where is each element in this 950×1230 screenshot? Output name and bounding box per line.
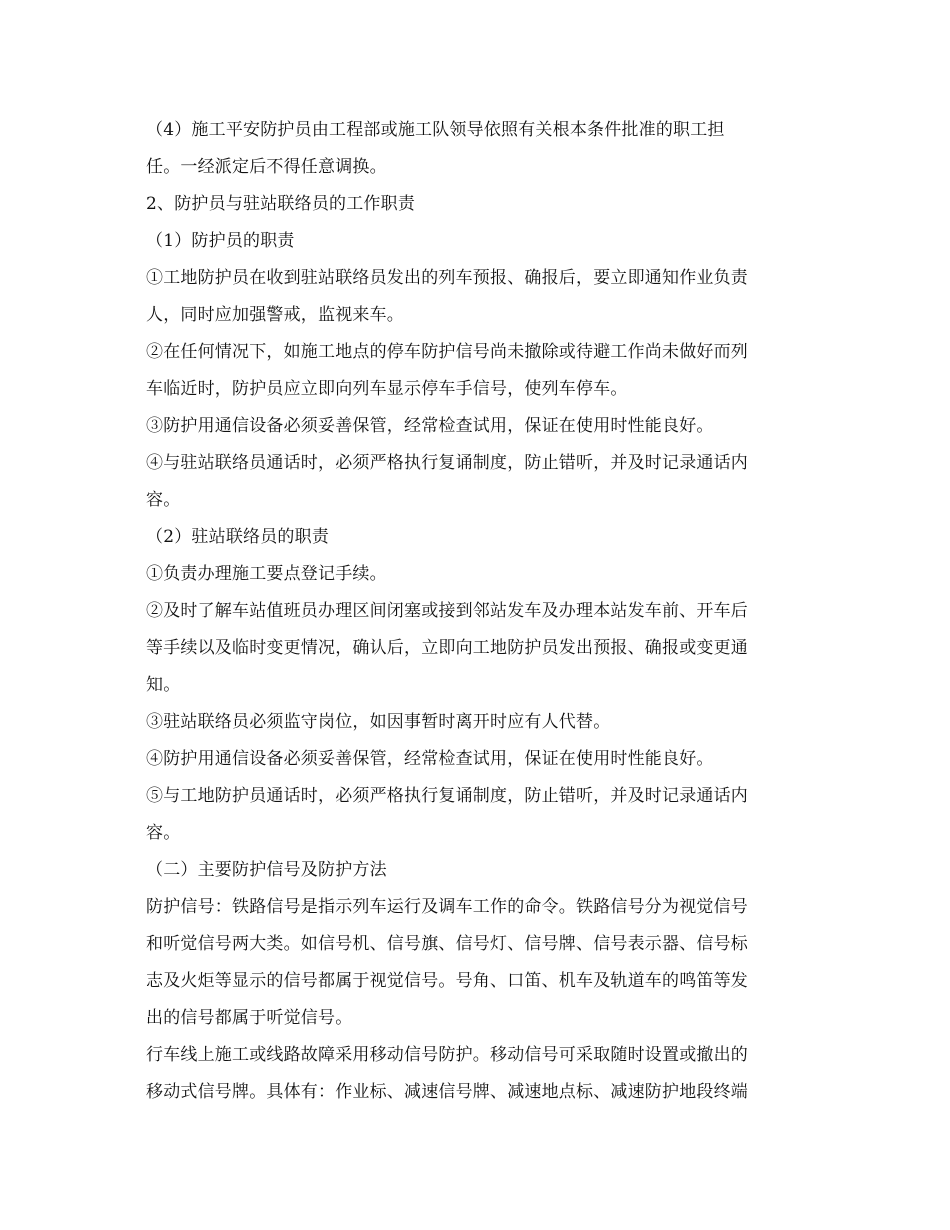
section-heading: （二）主要防护信号及防护方法 — [146, 860, 387, 880]
text-line: 任。一经派定后不得任意调换。 — [146, 157, 387, 177]
text-line: 人，同时应加强警戒，监视来车。 — [146, 305, 404, 325]
text-line: 等手续以及临时变更情况，确认后，立即向工地防护员发出预报、确报或变更通 — [146, 638, 748, 658]
text-line: ②及时了解车站值班员办理区间闭塞或接到邻站发车及办理本站发车前、开车后 — [146, 601, 748, 621]
text-line: 容。 — [146, 823, 181, 843]
text-line: 行车线上施工或线路故障采用移动信号防护。移动信号可采取随时设置或撤出的 — [146, 1045, 748, 1065]
document-page — [146, 118, 806, 1105]
text-line: 和听觉信号两大类。如信号机、信号旗、信号灯、信号牌、信号表示器、信号标 — [146, 934, 748, 954]
text-line: 知。 — [146, 675, 181, 695]
text-line: ⑤与工地防护员通话时，必须严格执行复诵制度，防止错听，并及时记录通话内 — [146, 786, 748, 806]
text-line: ②在任何情况下，如施工地点的停车防护信号尚未撤除或待避工作尚未做好而列 — [146, 342, 748, 362]
text-line: ④与驻站联络员通话时，必须严格执行复诵制度，防止错听，并及时记录通话内 — [146, 453, 748, 473]
text-line: 防护信号：铁路信号是指示列车运行及调车工作的命令。铁路信号分为视觉信号 — [146, 897, 748, 917]
text-line: ③防护用通信设备必须妥善保管，经常检查试用，保证在使用时性能良好。 — [146, 416, 714, 436]
text-line: 容。 — [146, 490, 181, 510]
subsection-heading: （2）驻站联络员的职责 — [146, 527, 330, 547]
text-line: 出的信号都属于听觉信号。 — [146, 1008, 353, 1028]
text-line: ④防护用通信设备必须妥善保管，经常检查试用，保证在使用时性能良好。 — [146, 749, 714, 769]
text-line: （4）施工平安防护员由工程部或施工队领导依照有关根本条件批准的职工担 — [146, 120, 725, 140]
text-line: 车临近时，防护员应立即向列车显示停车手信号，使列车停车。 — [146, 379, 628, 399]
text-line: ①工地防护员在收到驻站联络员发出的列车预报、确报后，要立即通知作业负责 — [146, 268, 748, 288]
section-heading: 2、防护员与驻站联络员的工作职责 — [146, 194, 416, 214]
text-line: ①负责办理施工要点登记手续。 — [146, 564, 387, 584]
text-line: 志及火炬等显示的信号都属于视觉信号。号角、口笛、机车及轨道车的鸣笛等发 — [146, 971, 748, 991]
text-line: 移动式信号牌。具体有：作业标、减速信号牌、减速地点标、减速防护地段终端 — [146, 1082, 748, 1102]
subsection-heading: （1）防护员的职责 — [146, 231, 295, 251]
text-line: ③驻站联络员必须监守岗位，如因事暂时离开时应有人代替。 — [146, 712, 611, 732]
